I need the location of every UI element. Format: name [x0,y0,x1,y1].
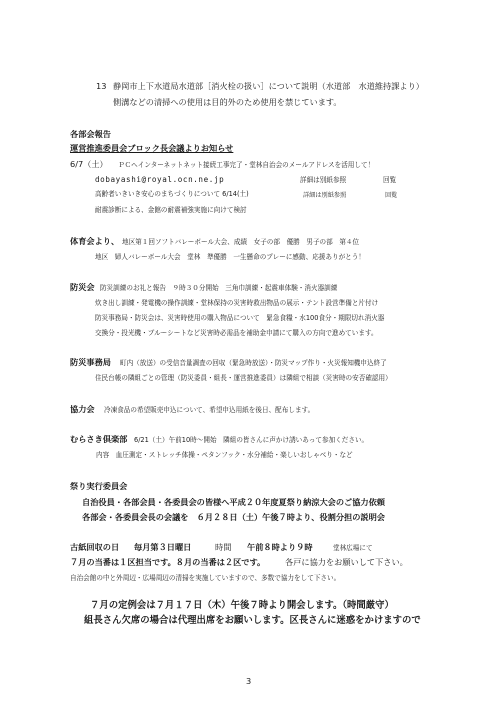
block-town-note: 詳細は別紙参照 [303,192,347,199]
recycle-cleanup: 自治会館の中と外周辺・広場周辺の清掃を実施していますので、多数で協力をして下さい。 [70,574,341,582]
block-meeting-heading: 運営推進委員会ブロック長会議よりお知らせ [70,143,234,153]
bousai-office-line1: 町内（放送）の受信音量調査の回収（緊急時放送）・防災マップ作り・火災報知機申込終了 [120,359,387,367]
bousai-line4: 交換分・投光機・ブルーシートなど災害時必需品を補助金申請にて購入の方向で進めています。 [95,329,378,337]
festival-line2: 各部会・各委員会長の会議を ６月２８日（土）午後７時より、役割分担の説明会 [82,512,385,522]
murasaki-line1: 6/21（土）午前10時～開始 隣組の皆さんに声かけ誘いあって参加ください。 [134,436,369,444]
bousai-line3: 防災事務局・防災会は、災害時使用の購入物品について 緊急食糧・水100食分・期限切れ消火器 [95,314,385,322]
item-13-line1: 静岡市上下水道局水道部［消火栓の扱い］について説明（水道部 水道維持課より） [113,81,424,91]
block-email-note: 詳細は別紙参照 [300,176,347,184]
block-email: dobayashi@royal.ocn.ne.jp [95,175,225,184]
bousai-line1: 防災訓練のお礼と報告 ９時３０分開始 三角巾訓練・起震車体験・消火器訓練 [100,284,338,292]
recycle-schedule: 毎月第３日曜日 [134,542,192,552]
block-pc-text: ＰＣヘインターネットネット接続工事完了・堂林自治会のメールアドレスを活用して！ [118,161,375,169]
bousai-line2: 炊き出し訓練・発電機の操作訓練・堂林保持の災害時救出物品の展示・テント設営準備と片付け [95,299,379,307]
murasaki-line2: 内容 血圧測定・ストレッチ体操・ペタンフック・水分補給・楽しいおしゃべり・など [96,451,353,459]
recycle-place: 堂林広場にて [333,544,373,552]
item-13-number: 13 [96,81,107,91]
page-number: 3 [246,676,252,686]
reports-heading: 各部会報告 [70,129,111,139]
recycle-label: 古紙回収の日 [70,542,120,552]
meeting-line1: ７月の定例会は７月１７日（木）午後７時より開会します。（時間厳守） [90,600,394,611]
sports-label: 体育会より、 [70,236,120,246]
bousai-label: 防災会 [70,282,95,292]
kyoryoku-text: 冷凍食品の希望販売申込について、希望申込用紙を後日、配布します。 [104,406,315,414]
recycle-time-label: 時間 [215,542,232,552]
sports-line1: 地区第１回ソフトバレーボール大会、成績 女子の部 優勝 男子の部 第４位 [122,238,360,246]
festival-heading: 祭り実行委員会 [70,481,128,491]
recycle-duty-a: ７月の当番は１区担当です。８月の当番は２区です。 [70,557,266,567]
block-town-text: 高齢者いきいき安心のまちづくりについて 6/14(土) [95,190,249,198]
festival-line1: 自治役員・各部会員・各委員会の皆様へ平成２０年度夏祭り納涼大会のご協力依頼 [82,497,385,507]
murasaki-label: むらさき倶楽部 [70,434,128,444]
block-town-note-b: 回覧 [385,192,398,199]
sports-line2: 地区 婦人バレーボール大会 堂林 準優勝 一生懸命のプレーに感動、応援ありがとう！ [95,253,365,261]
block-date: 6/7（土） [70,159,108,169]
meeting-line2: 組長さん欠席の場合は代理出席をお願いします。区長さんに迷惑をかけますので [84,615,421,626]
item-13-line2: 側溝などの清掃への使用は目的外のため使用を禁じています。 [113,97,342,107]
block-email-note-b: 回覧 [383,176,397,184]
block-quake-text: 耐震診断による、金館の耐震補強実施に向けて検討 [95,206,247,214]
kyoryoku-label: 協力会 [70,404,95,414]
bousai-office-label: 防災事務局 [70,357,111,367]
recycle-duty-b: 各戸に協力をお願いして下さい。 [285,557,408,567]
recycle-time: 午前８時より９時 [247,542,313,552]
bousai-office-line2: 住民台帳の隣組ごとの管理（防災委員・組長・運営推進委員）は隣組で相談（災害時の安否確認用） [95,374,392,382]
